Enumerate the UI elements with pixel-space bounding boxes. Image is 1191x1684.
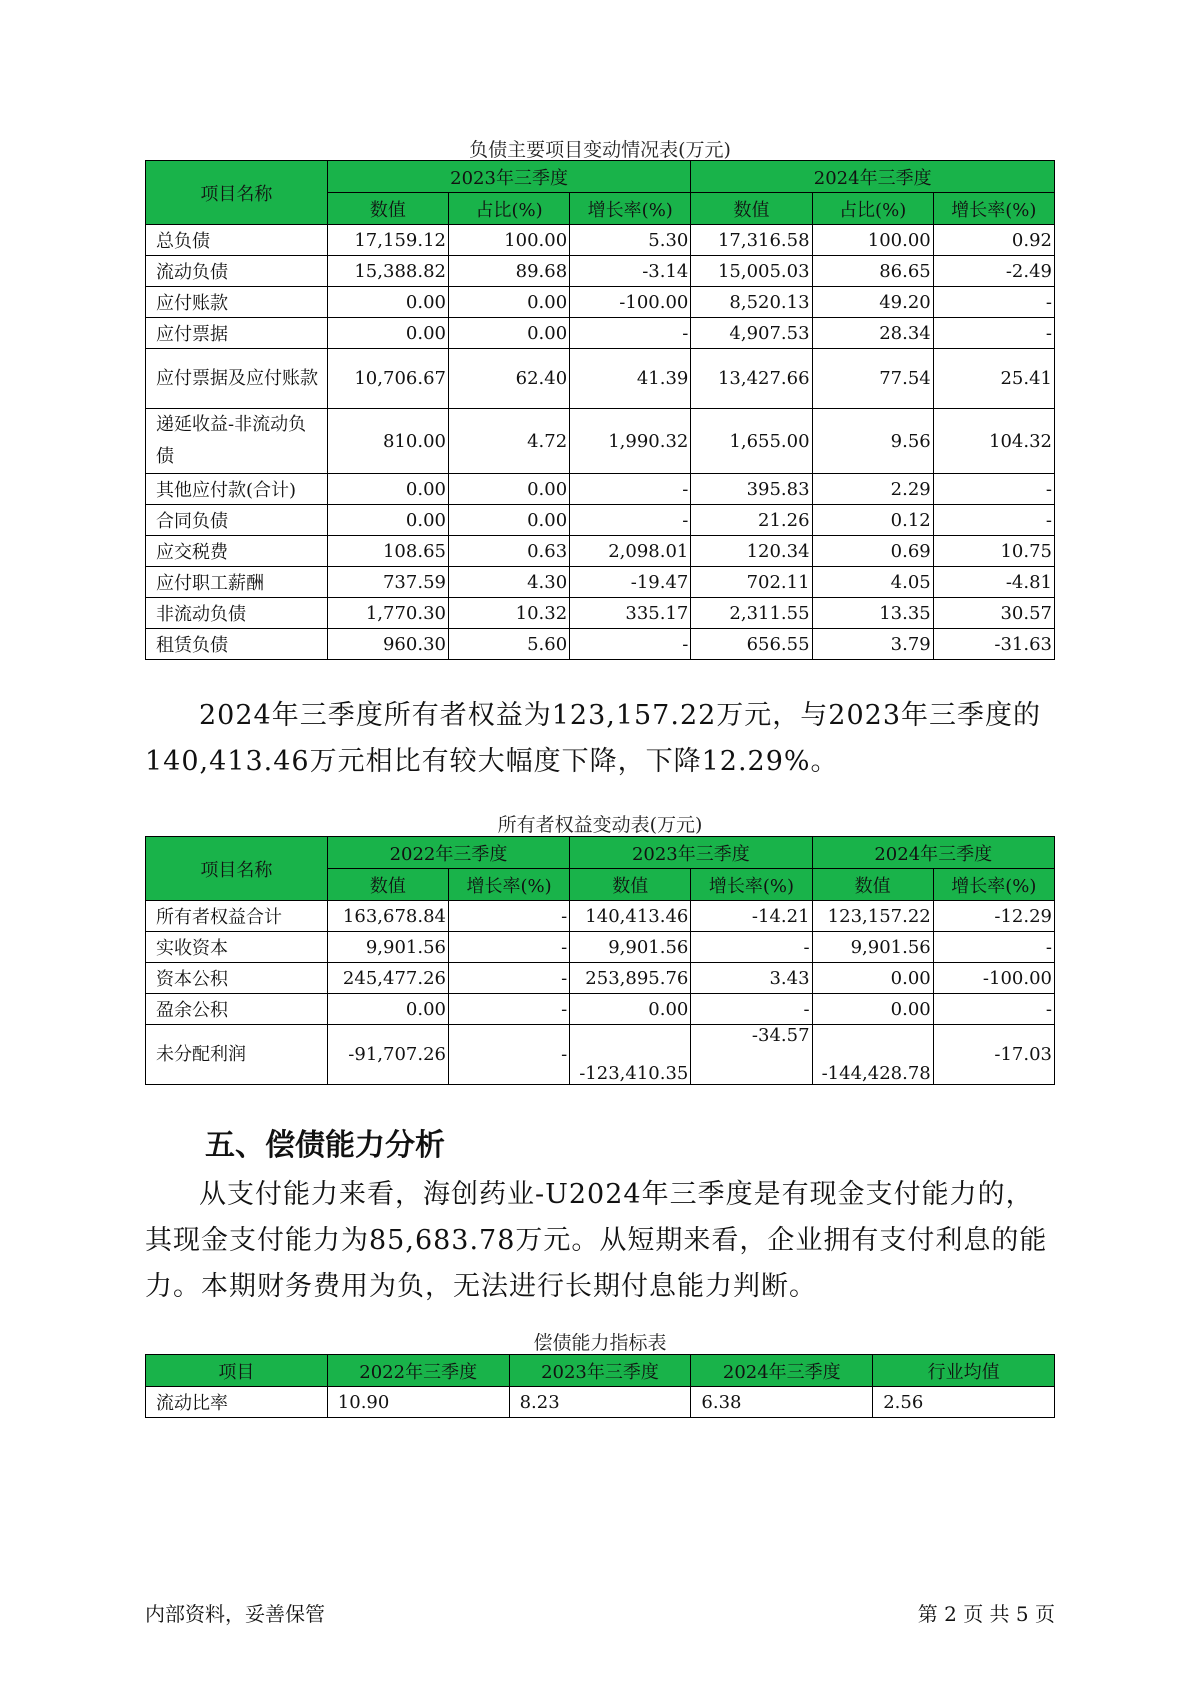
subheader-growth: 增长率(%) bbox=[933, 193, 1054, 225]
cell-value: - bbox=[933, 505, 1054, 536]
cell-value: 25.41 bbox=[933, 349, 1054, 409]
cell-value: 89.68 bbox=[448, 256, 569, 287]
cell-value: 2.56 bbox=[873, 1387, 1055, 1418]
solvency-paragraph-text: 从支付能力来看，海创药业-U2024年三季度是有现金支付能力的，其现金支付能力为85,683.78万元。从短期来看，企业拥有支付利息的能力。本期财务费用为负，无法进行长期付息能力判断。 bbox=[145, 1179, 1048, 1302]
row-label: 总负债 bbox=[146, 225, 328, 256]
table-row bbox=[146, 1025, 1055, 1085]
liability-table bbox=[145, 160, 1055, 660]
cell-value: - bbox=[933, 932, 1054, 963]
cell-value: 0.00 bbox=[327, 994, 448, 1025]
row-label: 实收资本 bbox=[146, 932, 328, 963]
cell-value: - bbox=[691, 932, 812, 963]
table-row bbox=[146, 963, 1055, 994]
cell-value: 9,901.56 bbox=[570, 932, 691, 963]
cell-value: 0.69 bbox=[812, 536, 933, 567]
subheader-value: 数值 bbox=[327, 869, 448, 901]
cell-value: 8,520.13 bbox=[691, 287, 812, 318]
cell-value: 77.54 bbox=[812, 349, 933, 409]
period-header-2023: 2023年三季度 bbox=[327, 161, 691, 193]
cell-value: -12.29 bbox=[933, 901, 1054, 932]
cell-value: 9,901.56 bbox=[812, 932, 933, 963]
cell-value: -91,707.26 bbox=[327, 1025, 448, 1085]
table-row bbox=[146, 598, 1055, 629]
cell-value: 1,770.30 bbox=[327, 598, 448, 629]
cell-value: 49.20 bbox=[812, 287, 933, 318]
cell-value: 0.12 bbox=[812, 505, 933, 536]
cell-value: 9,901.56 bbox=[327, 932, 448, 963]
cell-value: 8.23 bbox=[509, 1387, 691, 1418]
cell-value: 120.34 bbox=[691, 536, 812, 567]
cell-value: 1,990.32 bbox=[570, 409, 691, 474]
subheader-growth: 增长率(%) bbox=[448, 869, 569, 901]
equity-paragraph bbox=[145, 693, 1055, 785]
cell-value: -3.14 bbox=[570, 256, 691, 287]
cell-value: - bbox=[448, 1025, 569, 1085]
row-label: 所有者权益合计 bbox=[146, 901, 328, 932]
cell-value: 100.00 bbox=[812, 225, 933, 256]
solvency-table-caption: 偿债能力指标表 bbox=[533, 1332, 667, 1354]
subheader-value: 数值 bbox=[570, 869, 691, 901]
cell-value: 15,388.82 bbox=[327, 256, 448, 287]
period-header-2022: 2022年三季度 bbox=[327, 837, 569, 869]
table-row bbox=[146, 567, 1055, 598]
table-row bbox=[146, 994, 1055, 1025]
cell-value: 0.00 bbox=[327, 505, 448, 536]
cell-value: 100.00 bbox=[448, 225, 569, 256]
cell-value: 15,005.03 bbox=[691, 256, 812, 287]
row-label: 非流动负债 bbox=[146, 598, 328, 629]
row-label: 合同负债 bbox=[146, 505, 328, 536]
liability-table-caption: 负债主要项目变动情况表(万元) bbox=[469, 139, 731, 161]
cell-value: 1,655.00 bbox=[691, 409, 812, 474]
cell-value: - bbox=[691, 994, 812, 1025]
solvency-header-item: 项目 bbox=[146, 1355, 328, 1387]
cell-value: 0.00 bbox=[448, 287, 569, 318]
cell-value: 10.90 bbox=[327, 1387, 509, 1418]
equity-table-caption: 所有者权益变动表(万元) bbox=[497, 814, 703, 836]
cell-value: 335.17 bbox=[570, 598, 691, 629]
subheader-growth: 增长率(%) bbox=[933, 869, 1054, 901]
footer-page-number: 第 2 页 共 5 页 bbox=[917, 1602, 1055, 1626]
cell-value: 2,311.55 bbox=[691, 598, 812, 629]
cell-value: 108.65 bbox=[327, 536, 448, 567]
subheader-ratio: 占比(%) bbox=[448, 193, 569, 225]
cell-value: - bbox=[933, 474, 1054, 505]
cell-value: 0.00 bbox=[327, 318, 448, 349]
cell-value: 656.55 bbox=[691, 629, 812, 660]
cell-value: - bbox=[448, 901, 569, 932]
cell-value: 2.29 bbox=[812, 474, 933, 505]
cell-value: 13,427.66 bbox=[691, 349, 812, 409]
cell-value: 245,477.26 bbox=[327, 963, 448, 994]
period-header-2024: 2024年三季度 bbox=[691, 161, 1055, 193]
cell-value: -100.00 bbox=[570, 287, 691, 318]
column-header-item-name: 项目名称 bbox=[146, 161, 328, 225]
subheader-growth: 增长率(%) bbox=[691, 869, 812, 901]
cell-value: 21.26 bbox=[691, 505, 812, 536]
cell-value: - bbox=[570, 318, 691, 349]
subheader-value: 数值 bbox=[691, 193, 812, 225]
period-header-2024: 2024年三季度 bbox=[812, 837, 1054, 869]
solvency-paragraph bbox=[145, 1172, 1055, 1310]
section-heading: 五、偿债能力分析 bbox=[205, 1128, 445, 1163]
cell-value: -144,428.78 bbox=[812, 1025, 933, 1085]
cell-value: 3.79 bbox=[812, 629, 933, 660]
cell-value: 0.00 bbox=[570, 994, 691, 1025]
cell-value: 0.63 bbox=[448, 536, 569, 567]
cell-value: 10.75 bbox=[933, 536, 1054, 567]
solvency-table bbox=[145, 1354, 1055, 1418]
cell-value: -17.03 bbox=[933, 1025, 1054, 1085]
cell-value: 395.83 bbox=[691, 474, 812, 505]
row-label: 未分配利润 bbox=[146, 1025, 328, 1085]
cell-value: - bbox=[933, 994, 1054, 1025]
cell-value: 28.34 bbox=[812, 318, 933, 349]
table-row bbox=[146, 287, 1055, 318]
row-label: 流动比率 bbox=[146, 1387, 328, 1418]
row-label: 应付票据及应付账款 bbox=[146, 349, 328, 409]
cell-value: - bbox=[570, 474, 691, 505]
cell-value: - bbox=[448, 994, 569, 1025]
cell-value: 4.30 bbox=[448, 567, 569, 598]
cell-value: 9.56 bbox=[812, 409, 933, 474]
cell-value: -14.21 bbox=[691, 901, 812, 932]
table-row bbox=[146, 349, 1055, 409]
cell-value: 0.00 bbox=[327, 287, 448, 318]
cell-value: 0.00 bbox=[812, 963, 933, 994]
cell-value: 702.11 bbox=[691, 567, 812, 598]
table-row bbox=[146, 225, 1055, 256]
cell-value: 140,413.46 bbox=[570, 901, 691, 932]
cell-value: 4.72 bbox=[448, 409, 569, 474]
cell-value: -100.00 bbox=[933, 963, 1054, 994]
table-row bbox=[146, 629, 1055, 660]
cell-value: - bbox=[933, 318, 1054, 349]
row-label: 资本公积 bbox=[146, 963, 328, 994]
cell-value: - bbox=[448, 932, 569, 963]
table-row bbox=[146, 474, 1055, 505]
cell-value: 5.60 bbox=[448, 629, 569, 660]
cell-value: -31.63 bbox=[933, 629, 1054, 660]
cell-value: 30.57 bbox=[933, 598, 1054, 629]
cell-value: 0.00 bbox=[812, 994, 933, 1025]
cell-value: 86.65 bbox=[812, 256, 933, 287]
cell-value: 17,316.58 bbox=[691, 225, 812, 256]
table-row bbox=[146, 536, 1055, 567]
cell-value: 810.00 bbox=[327, 409, 448, 474]
cell-value: 41.39 bbox=[570, 349, 691, 409]
solvency-header-2024: 2024年三季度 bbox=[691, 1355, 873, 1387]
cell-value: - bbox=[570, 629, 691, 660]
period-header-2023: 2023年三季度 bbox=[570, 837, 812, 869]
cell-value: 10.32 bbox=[448, 598, 569, 629]
cell-value: 4,907.53 bbox=[691, 318, 812, 349]
cell-value: 4.05 bbox=[812, 567, 933, 598]
solvency-header-2022: 2022年三季度 bbox=[327, 1355, 509, 1387]
row-label: 租赁负债 bbox=[146, 629, 328, 660]
cell-value: 5.30 bbox=[570, 225, 691, 256]
cell-value: 163,678.84 bbox=[327, 901, 448, 932]
subheader-growth: 增长率(%) bbox=[570, 193, 691, 225]
cell-value: - bbox=[933, 287, 1054, 318]
cell-value: 62.40 bbox=[448, 349, 569, 409]
row-label: 递延收益-非流动负债 bbox=[146, 409, 328, 474]
table-row bbox=[146, 409, 1055, 474]
row-label: 应交税费 bbox=[146, 536, 328, 567]
cell-value: -4.81 bbox=[933, 567, 1054, 598]
row-label: 应付票据 bbox=[146, 318, 328, 349]
cell-value: 0.00 bbox=[327, 474, 448, 505]
row-label: 其他应付款(合计) bbox=[146, 474, 328, 505]
row-label: 盈余公积 bbox=[146, 994, 328, 1025]
column-header-item-name: 项目名称 bbox=[146, 837, 328, 901]
footer-confidential-note: 内部资料，妥善保管 bbox=[145, 1602, 325, 1626]
cell-value: 0.00 bbox=[448, 318, 569, 349]
cell-value: - bbox=[448, 963, 569, 994]
cell-value: 0.92 bbox=[933, 225, 1054, 256]
cell-value: -34.57 bbox=[691, 1025, 812, 1085]
subheader-value: 数值 bbox=[327, 193, 448, 225]
cell-value: 253,895.76 bbox=[570, 963, 691, 994]
row-label: 流动负债 bbox=[146, 256, 328, 287]
subheader-ratio: 占比(%) bbox=[812, 193, 933, 225]
table-row bbox=[146, 505, 1055, 536]
cell-value: 737.59 bbox=[327, 567, 448, 598]
cell-value: -123,410.35 bbox=[570, 1025, 691, 1085]
cell-value: 960.30 bbox=[327, 629, 448, 660]
table-row bbox=[146, 1387, 1055, 1418]
cell-value: 6.38 bbox=[691, 1387, 873, 1418]
cell-value: 104.32 bbox=[933, 409, 1054, 474]
cell-value: 0.00 bbox=[448, 474, 569, 505]
equity-paragraph-text: 2024年三季度所有者权益为123,157.22万元，与2023年三季度的140,413.46万元相比有较大幅度下降，下降12.29%。 bbox=[145, 700, 1042, 777]
row-label: 应付账款 bbox=[146, 287, 328, 318]
cell-value: - bbox=[570, 505, 691, 536]
equity-table bbox=[145, 836, 1055, 1085]
cell-value: 3.43 bbox=[691, 963, 812, 994]
cell-value: 10,706.67 bbox=[327, 349, 448, 409]
cell-value: 13.35 bbox=[812, 598, 933, 629]
table-row bbox=[146, 901, 1055, 932]
cell-value: 123,157.22 bbox=[812, 901, 933, 932]
row-label: 应付职工薪酬 bbox=[146, 567, 328, 598]
table-row bbox=[146, 256, 1055, 287]
cell-value: -2.49 bbox=[933, 256, 1054, 287]
cell-value: -19.47 bbox=[570, 567, 691, 598]
cell-value: 2,098.01 bbox=[570, 536, 691, 567]
solvency-header-industry-avg: 行业均值 bbox=[873, 1355, 1055, 1387]
table-row bbox=[146, 932, 1055, 963]
cell-value: 0.00 bbox=[448, 505, 569, 536]
subheader-value: 数值 bbox=[812, 869, 933, 901]
solvency-header-2023: 2023年三季度 bbox=[509, 1355, 691, 1387]
table-row bbox=[146, 318, 1055, 349]
cell-value: 17,159.12 bbox=[327, 225, 448, 256]
